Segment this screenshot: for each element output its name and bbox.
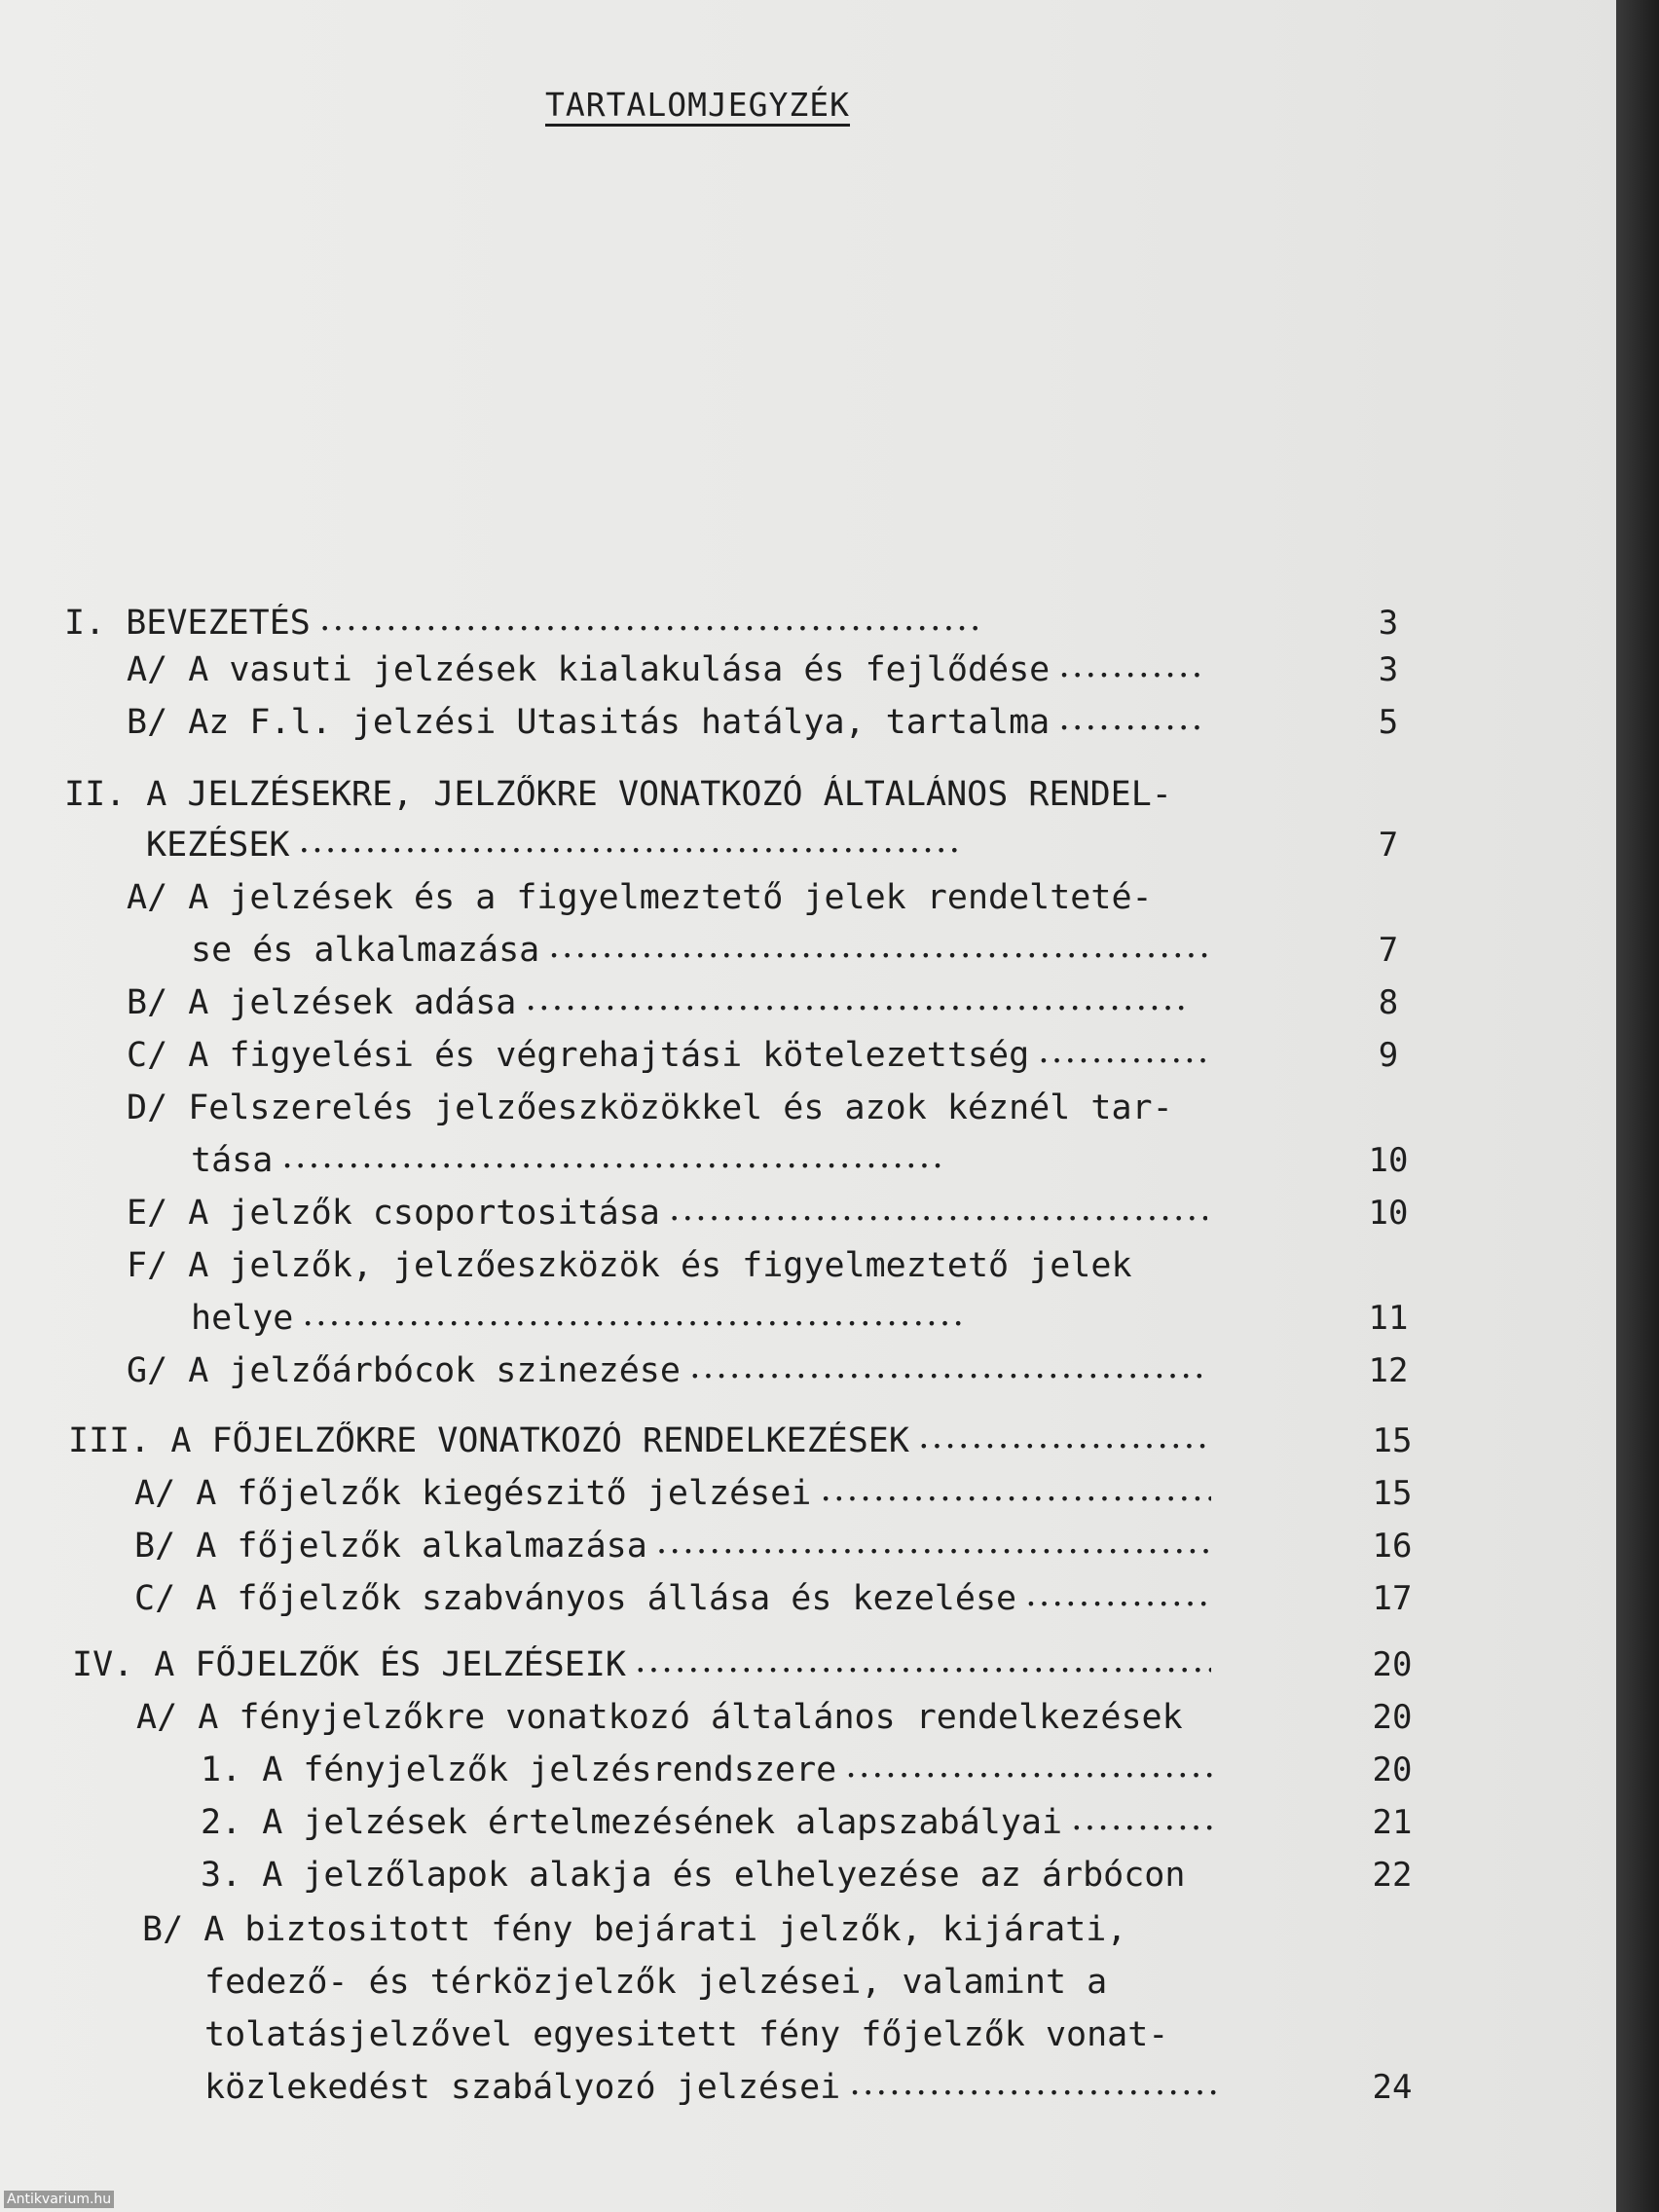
toc-entry-text: közlekedést szabályozó jelzései bbox=[204, 2068, 841, 2107]
toc-entry-text: fedező- és térközjelzők jelzései, valamint a bbox=[204, 1963, 1108, 2002]
watermark-label: Antikvarium.hu bbox=[4, 2191, 114, 2208]
toc-leader-dots bbox=[690, 1351, 1207, 1390]
toc-entry-text: C/ A főjelzők szabványos állása és kezelése bbox=[134, 1579, 1017, 1618]
toc-page-number: 11 bbox=[1368, 1299, 1409, 1338]
toc-page-number: 21 bbox=[1372, 1803, 1413, 1842]
toc-leader-dots bbox=[657, 1527, 1211, 1566]
toc-page-number: 20 bbox=[1372, 1698, 1413, 1737]
toc-entry-text: B/ A főjelzők alkalmazása bbox=[134, 1527, 647, 1566]
toc-entry-text: 3. A jelzőlapok alakja és elhelyezése az árbócon bbox=[201, 1856, 1186, 1895]
toc-leader-dots bbox=[526, 983, 1207, 1022]
toc-entry-text: A/ A főjelzők kiegészitő jelzései bbox=[134, 1474, 812, 1513]
page-title: TARTALOMJEGYZÉK bbox=[545, 86, 851, 124]
toc-entry-text: KEZÉSEK bbox=[146, 826, 290, 865]
toc-entry-text: tása bbox=[191, 1141, 274, 1180]
toc-page-number: 20 bbox=[1372, 1751, 1413, 1789]
toc-entry-text: A/ A vasuti jelzések kialakulása és fejlődése bbox=[127, 650, 1051, 689]
toc-page-number: 15 bbox=[1372, 1421, 1413, 1460]
toc-entry-text: D/ Felszerelés jelzőeszközökkel és azok kéznél tar- bbox=[127, 1088, 1173, 1127]
toc-page-number: 16 bbox=[1372, 1527, 1413, 1566]
toc-entry-text: B/ Az F.l. jelzési Utasitás hatálya, tartalma bbox=[127, 703, 1051, 742]
toc-entry-text: 2. A jelzések értelmezésének alapszabályai bbox=[201, 1803, 1063, 1842]
toc-leader-dots bbox=[303, 1299, 1207, 1338]
toc-page-number: 15 bbox=[1372, 1474, 1413, 1513]
toc-entry-text: B/ A biztositott fény bejárati jelzők, kijárati, bbox=[142, 1910, 1127, 1949]
toc-entry-text: III. A FŐJELZŐKRE VONATKOZÓ RENDELKEZÉSEK bbox=[68, 1421, 909, 1460]
toc-entry-text: I. BEVEZETÉS bbox=[64, 604, 311, 643]
toc-page-number: 8 bbox=[1378, 983, 1399, 1022]
toc-entry-text: 1. A fényjelzők jelzésrendszere bbox=[201, 1751, 837, 1789]
toc-page-number: 10 bbox=[1368, 1141, 1409, 1180]
toc-page-number: 7 bbox=[1378, 931, 1399, 970]
toc-entry-text: II. A JELZÉSEKRE, JELZŐKRE VONATKOZÓ ÁLTALÁNOS RENDEL- bbox=[64, 775, 1172, 814]
toc-leader-dots bbox=[282, 1141, 1207, 1180]
toc-entry-text: tolatásjelzővel egyesitett fény főjelzők vonat- bbox=[204, 2015, 1169, 2054]
toc-entry-text: A/ A fényjelzőkre vonatkozó általános rendelkezések bbox=[136, 1698, 1183, 1737]
toc-leader-dots bbox=[850, 2068, 1217, 2107]
toc-page-number: 3 bbox=[1378, 650, 1399, 689]
toc-leader-dots bbox=[1072, 1803, 1213, 1842]
toc-leader-dots bbox=[919, 1421, 1211, 1460]
toc-entry-text: G/ A jelzőárbócok szinezése bbox=[127, 1351, 681, 1390]
toc-page-number: 10 bbox=[1368, 1194, 1409, 1233]
toc-leader-dots bbox=[636, 1645, 1211, 1684]
toc-entry-text: helye bbox=[191, 1299, 294, 1338]
toc-entry-text: IV. A FŐJELZŐK ÉS JELZÉSEIK bbox=[72, 1645, 626, 1684]
toc-page-number: 22 bbox=[1372, 1856, 1413, 1895]
toc-entry-text: F/ A jelzők, jelzőeszközök és figyelmeztető jelek bbox=[127, 1246, 1132, 1285]
toc-leader-dots bbox=[1059, 703, 1207, 742]
toc-leader-dots bbox=[1026, 1579, 1211, 1618]
toc-entry-text: A/ A jelzések és a figyelmeztető jelek rendelteté- bbox=[127, 878, 1153, 917]
toc-page-number: 3 bbox=[1378, 604, 1399, 643]
toc-page-number: 9 bbox=[1378, 1036, 1399, 1075]
toc-leader-dots bbox=[320, 604, 1211, 643]
toc-entry-text: E/ A jelzők csoportositása bbox=[127, 1194, 660, 1233]
toc-leader-dots bbox=[821, 1474, 1211, 1513]
toc-leader-dots bbox=[1059, 650, 1207, 689]
toc-entry-text: C/ A figyelési és végrehajtási kötelezettség bbox=[127, 1036, 1030, 1075]
toc-page-number: 17 bbox=[1372, 1579, 1413, 1618]
toc-page-number: 12 bbox=[1368, 1351, 1409, 1390]
toc-leader-dots bbox=[1039, 1036, 1207, 1075]
toc-page-number: 5 bbox=[1378, 703, 1399, 742]
toc-page-number: 7 bbox=[1378, 826, 1399, 865]
toc-entry-text: se és alkalmazása bbox=[191, 931, 540, 970]
toc-entry-text: B/ A jelzések adása bbox=[127, 983, 517, 1022]
page-edge-shadow bbox=[1616, 0, 1659, 2212]
toc-leader-dots bbox=[846, 1751, 1213, 1789]
toc-page-number: 20 bbox=[1372, 1645, 1413, 1684]
toc-page-number: 24 bbox=[1372, 2068, 1413, 2107]
toc-leader-dots bbox=[670, 1194, 1207, 1233]
toc-leader-dots bbox=[300, 826, 1207, 865]
toc-leader-dots bbox=[549, 931, 1207, 970]
